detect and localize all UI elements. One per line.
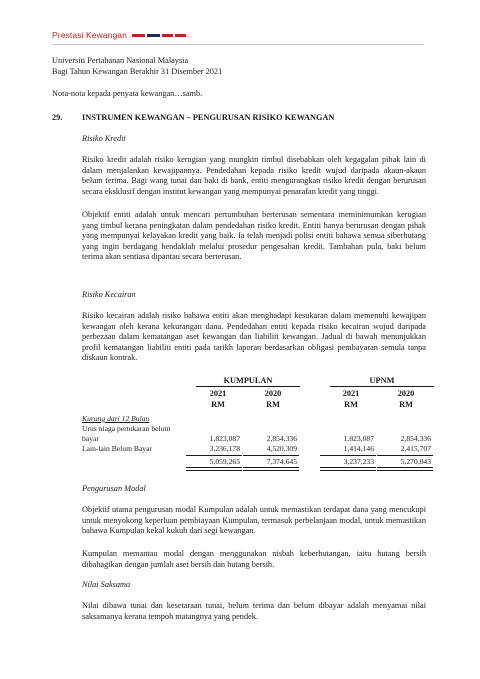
col-unit: RM (344, 400, 358, 409)
table-cell: 1,414,146 (343, 444, 374, 453)
total-cell: 5,059,265 (209, 457, 240, 466)
capital-management-heading: Pengurusan Modal (82, 484, 146, 493)
entity-name: Universiti Pertahanan Nasional Malaysia (52, 56, 189, 65)
credit-risk-paragraph-2: Objektif entiti adalah untuk mencari pertumbuhan berterusan sementara meminimumkan kerugian yang timbul kerana peningkatan dalam pendedahan risiko kredit. Entiti hanya berurusan dengan pihak yang mempunyai kelayakan kredit yang baik. Ia telah menjadi polisi entiti bahawa semua siberhutang yang ingin berdagang hendaklah melalui prosedur pengesahan kredit. Tambahan pula, baki belum terima akan sentiasa dipantau secara berterusan. (82, 210, 426, 262)
subtotal-rule (186, 455, 242, 456)
subtotal-rule (320, 455, 376, 456)
col-unit: RM (211, 400, 225, 409)
brand-bar-navy (147, 34, 160, 37)
credit-risk-heading: Risiko Kredit (82, 134, 126, 143)
total-double-rule (243, 467, 299, 471)
report-brand (52, 30, 188, 40)
header-divider (52, 44, 424, 45)
capital-management-paragraph-2: Kumpulan memantau modal dengan menggunakan nisbah keberhutangan, iaitu hutang bersih dibahagikan dengan jumlah aset bersih dan hutang bersih. (82, 549, 426, 569)
table-cell: 2,854,336 (266, 434, 297, 443)
brand-bar-red (175, 34, 186, 37)
group-header-upnm: UPNM (369, 376, 395, 385)
brand-bar-red (162, 34, 173, 37)
group-rule-upnm (330, 386, 434, 387)
brand-title: Prestasi Kewangan (52, 30, 127, 40)
total-double-rule (377, 467, 433, 471)
note-continued: Nota-nota kepada penyata kewangan…samb. (52, 89, 203, 98)
section-title: INSTRUMEN KEWANGAN – PENGURUSAN RISIKO KEWANGAN (82, 113, 335, 122)
fair-value-heading: Nilai Saksama (82, 580, 131, 589)
total-cell: 5,270,043 (400, 457, 431, 466)
table-cell: 3,236,178 (209, 444, 240, 453)
credit-risk-paragraph-1: Risiko kredit adalah risiko kerugian yang mungkin timbul disebabkan oleh kegagalan pihak lain di dalam menjalankan kewajipannya. Pendedahan kepada risiko kredit wujud daripada akaun-akaun belum terima. Bagi wang tunai dan baki di bank, entiti mengurangkan risiko kredit dengan berurusan secara eksklusif dengan institut kewangan yang mempunyai penarafan kredit yang tinggi. (82, 155, 426, 196)
table-cell: 1,823,087 (343, 434, 374, 443)
col-unit: RM (399, 400, 413, 409)
group-rule-kumpulan (196, 386, 300, 387)
section-number: 29. (52, 113, 63, 122)
period-text: Bagi Tahun Kewangan Berakhir 31 Disember 2021 (52, 67, 223, 76)
brand-bar-red (132, 34, 145, 37)
total-double-rule (186, 467, 242, 471)
col-year-kumpulan-2020: 2020 (264, 389, 282, 398)
liquidity-risk-paragraph: Risiko kecairan adalah risiko bahawa entiti akan menghadapi kesukaran dalam memenuhi kewajipan kewangan oleh kerana kekurangan dana. Pendedahan entiti kepada risiko kecairan wujud daripada perbezaan dalam kematangan aset kewangan dan liabiliti kewangan. Jadual di bawah menunjukkan profil kematangan liabiliti entiti pada tarikh laporan berdasarkan obligasi pembayaran semula tanpa diskaun kontrak. (82, 311, 426, 363)
total-cell: 7,374,645 (266, 457, 297, 466)
subtotal-rule (377, 455, 433, 456)
table-cell: 4,520,309 (266, 444, 297, 453)
total-cell: 3,237,233 (343, 457, 374, 466)
brand-bars-decoration (132, 34, 188, 37)
total-double-rule (320, 467, 376, 471)
table-cell: 2,854,336 (400, 434, 431, 443)
col-year-kumpulan-2021: 2021 (209, 389, 227, 398)
row-label: bayar (82, 434, 99, 443)
table-cell: 1,823,087 (209, 434, 240, 443)
capital-management-paragraph-1: Objektif utama pengurusan modal Kumpulan adalah untuk memastikan terdapat dana yang mencukupi untuk menyokong keperluan pembiayaan Kumpulan, termasuk perbelanjaan modal, untuk memastikan bahawa Kumpulan kekal kukuh dari segi kewangan. (82, 505, 426, 536)
col-year-upnm-2020: 2020 (397, 389, 415, 398)
table-cell: 2,415,707 (400, 444, 431, 453)
group-header-kumpulan: KUMPULAN (223, 376, 273, 385)
liquidity-risk-heading: Risiko Kecairan (82, 290, 136, 299)
fair-value-paragraph: Nilai dibawa tunai dan kesetaraan tunai, belum terima dan belum dibayar adalah menyamai nilai saksamanya kerana tempoh matangnya yang pendek. (82, 601, 426, 621)
row-label: Lain-lain Belum Bayar (82, 444, 153, 453)
col-unit: RM (266, 400, 280, 409)
subtotal-rule (243, 455, 299, 456)
col-year-upnm-2021: 2021 (342, 389, 360, 398)
row-label: Urus niaga pertukaran belum (82, 424, 171, 433)
table-section-label: Kurang dari 12 Bulan (82, 414, 150, 423)
